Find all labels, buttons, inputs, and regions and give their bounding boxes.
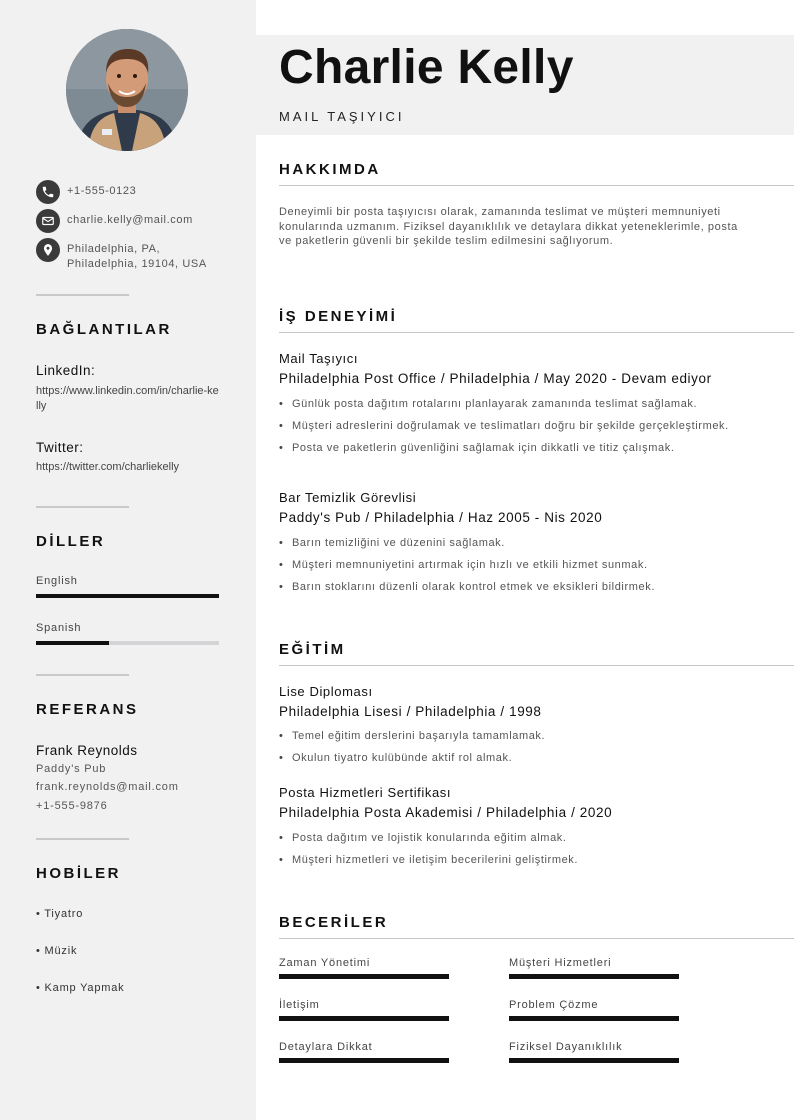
hobbies-heading: HOBİLER	[36, 865, 121, 882]
education-heading: EĞİTİM	[279, 641, 346, 658]
divider	[36, 674, 129, 676]
skill-name: Zaman Yönetimi	[279, 957, 371, 969]
bullet-item: • Okulun tiyatro kulübünde aktif rol almak.	[279, 751, 749, 765]
job-bullets	[279, 397, 749, 455]
section-divider	[279, 938, 794, 939]
skill-item	[509, 999, 679, 1021]
phone-text: +1-555-0123	[67, 185, 137, 197]
skill-item	[279, 1041, 449, 1063]
experience-heading: İŞ DENEYİMİ	[279, 308, 398, 325]
language-level-fill	[36, 594, 219, 598]
skill-level-bar	[509, 1016, 679, 1021]
skill-item	[509, 957, 679, 979]
avatar	[66, 29, 188, 151]
language-name: Spanish	[36, 622, 82, 634]
skill-name: Detaylara Dikkat	[279, 1041, 373, 1053]
skill-level-bar	[279, 974, 449, 979]
sidebar	[0, 0, 256, 1120]
address-line-1: Philadelphia, PA,	[67, 243, 161, 255]
skill-name: Fiziksel Dayanıklılık	[509, 1041, 623, 1053]
main-content	[256, 0, 794, 1120]
email-link[interactable]: charlie.kelly@mail.com	[67, 214, 193, 226]
contact-address	[36, 238, 207, 272]
person-name: Charlie Kelly	[279, 41, 574, 94]
avatar-photo	[66, 29, 188, 151]
contact-phone	[36, 180, 136, 204]
divider	[36, 838, 129, 840]
education-bullets	[279, 729, 749, 765]
section-divider	[279, 332, 794, 333]
education-bullets	[279, 831, 749, 867]
about-text: Deneyimli bir posta taşıyıcısı olarak, zamanında teslimat ve müşteri memnuniyeti konularında uzmanım. Fiziksel dayanıklılık ve detaylara dikkat yeteneklerimle, posta ve paketlerin güvenli bir şekilde teslim edilmesini sağlıyorum.	[279, 206, 738, 247]
linkedin-label: LinkedIn:	[36, 363, 96, 378]
language-level-bar	[36, 594, 219, 598]
links-heading: BAĞLANTILAR	[36, 321, 172, 338]
language-name: English	[36, 575, 78, 587]
skill-item	[279, 957, 449, 979]
bullet-item: • Posta ve paketlerin güvenliğini sağlamak için dikkatli ve titiz çalışmak.	[279, 441, 749, 455]
skills-heading: BECERİLER	[279, 914, 389, 931]
job-title: Bar Temizlik Görevlisi	[279, 490, 417, 505]
hobby-item: • Kamp Yapmak	[36, 982, 125, 994]
skill-name: İletişim	[279, 999, 320, 1011]
hobby-item: • Müzik	[36, 945, 78, 957]
reference-email[interactable]: frank.reynolds@mail.com	[36, 781, 179, 793]
education-organization: Philadelphia Lisesi / Philadelphia / 1998	[279, 704, 542, 719]
section-divider	[279, 665, 794, 666]
bullet-item: • Barın stoklarını düzenli olarak kontrol etmek ve eksikleri bildirmek.	[279, 580, 749, 594]
skill-level-bar	[509, 974, 679, 979]
job-organization: Philadelphia Post Office / Philadelphia / May 2020 - Devam ediyor	[279, 371, 712, 386]
address-text	[67, 242, 207, 272]
languages-heading: DİLLER	[36, 533, 106, 550]
location-pin-icon	[36, 238, 60, 262]
reference-name: Frank Reynolds	[36, 743, 138, 758]
bullet-item: • Günlük posta dağıtım rotalarını planlayarak zamanında teslimat sağlamak.	[279, 397, 749, 411]
bullet-item: • Barın temizliğini ve düzenini sağlamak.	[279, 536, 749, 550]
contact-email	[36, 209, 193, 233]
job-organization: Paddy's Pub / Philadelphia / Haz 2005 - Nis 2020	[279, 510, 603, 525]
linkedin-link[interactable]: https://www.linkedin.com/in/charlie-kelly	[36, 385, 219, 412]
twitter-link[interactable]: https://twitter.com/charliekelly	[36, 461, 180, 473]
job-bullets	[279, 536, 749, 594]
bullet-item: • Posta dağıtım ve lojistik konularında eğitim almak.	[279, 831, 749, 845]
education-organization: Philadelphia Posta Akademisi / Philadelphia / 2020	[279, 805, 613, 820]
bullet-item: • Müşteri hizmetleri ve iletişim becerilerini geliştirmek.	[279, 853, 749, 867]
hobby-label: Müzik	[44, 945, 78, 957]
about-heading: HAKKIMDA	[279, 161, 381, 178]
job-title: Mail Taşıyıcı	[279, 351, 359, 366]
skill-level-bar	[279, 1058, 449, 1063]
twitter-label: Twitter:	[36, 440, 84, 455]
reference-company: Paddy's Pub	[36, 763, 107, 775]
skill-item	[279, 999, 449, 1021]
address-line-2: Philadelphia, 19104, USA	[67, 258, 207, 270]
reference-phone: +1-555-9876	[36, 800, 108, 812]
language-level-bar	[36, 641, 219, 645]
person-role: MAIL TAŞIYICI	[279, 109, 405, 124]
language-level-fill	[36, 641, 109, 645]
education-title: Lise Diploması	[279, 684, 373, 699]
skill-item	[509, 1041, 679, 1063]
bullet-item: • Müşteri memnuniyetini artırmak için hızlı ve etkili hizmet sunmak.	[279, 558, 749, 572]
hobby-label: Tiyatro	[44, 908, 84, 920]
hobby-item: • Tiyatro	[36, 908, 84, 920]
education-title: Posta Hizmetleri Sertifikası	[279, 785, 452, 800]
phone-icon	[36, 180, 60, 204]
bullet-item: • Müşteri adreslerini doğrulamak ve teslimatları doğru bir şekilde gerçekleştirmek.	[279, 419, 749, 433]
section-divider	[279, 185, 794, 186]
bullet-item: • Temel eğitim derslerini başarıyla tamamlamak.	[279, 729, 749, 743]
reference-heading: REFERANS	[36, 701, 139, 718]
hobby-label: Kamp Yapmak	[44, 982, 125, 994]
skill-level-bar	[279, 1016, 449, 1021]
skill-name: Problem Çözme	[509, 999, 599, 1011]
skill-level-bar	[509, 1058, 679, 1063]
mail-icon	[36, 209, 60, 233]
divider	[36, 506, 129, 508]
skill-name: Müşteri Hizmetleri	[509, 957, 612, 969]
divider	[36, 294, 129, 296]
